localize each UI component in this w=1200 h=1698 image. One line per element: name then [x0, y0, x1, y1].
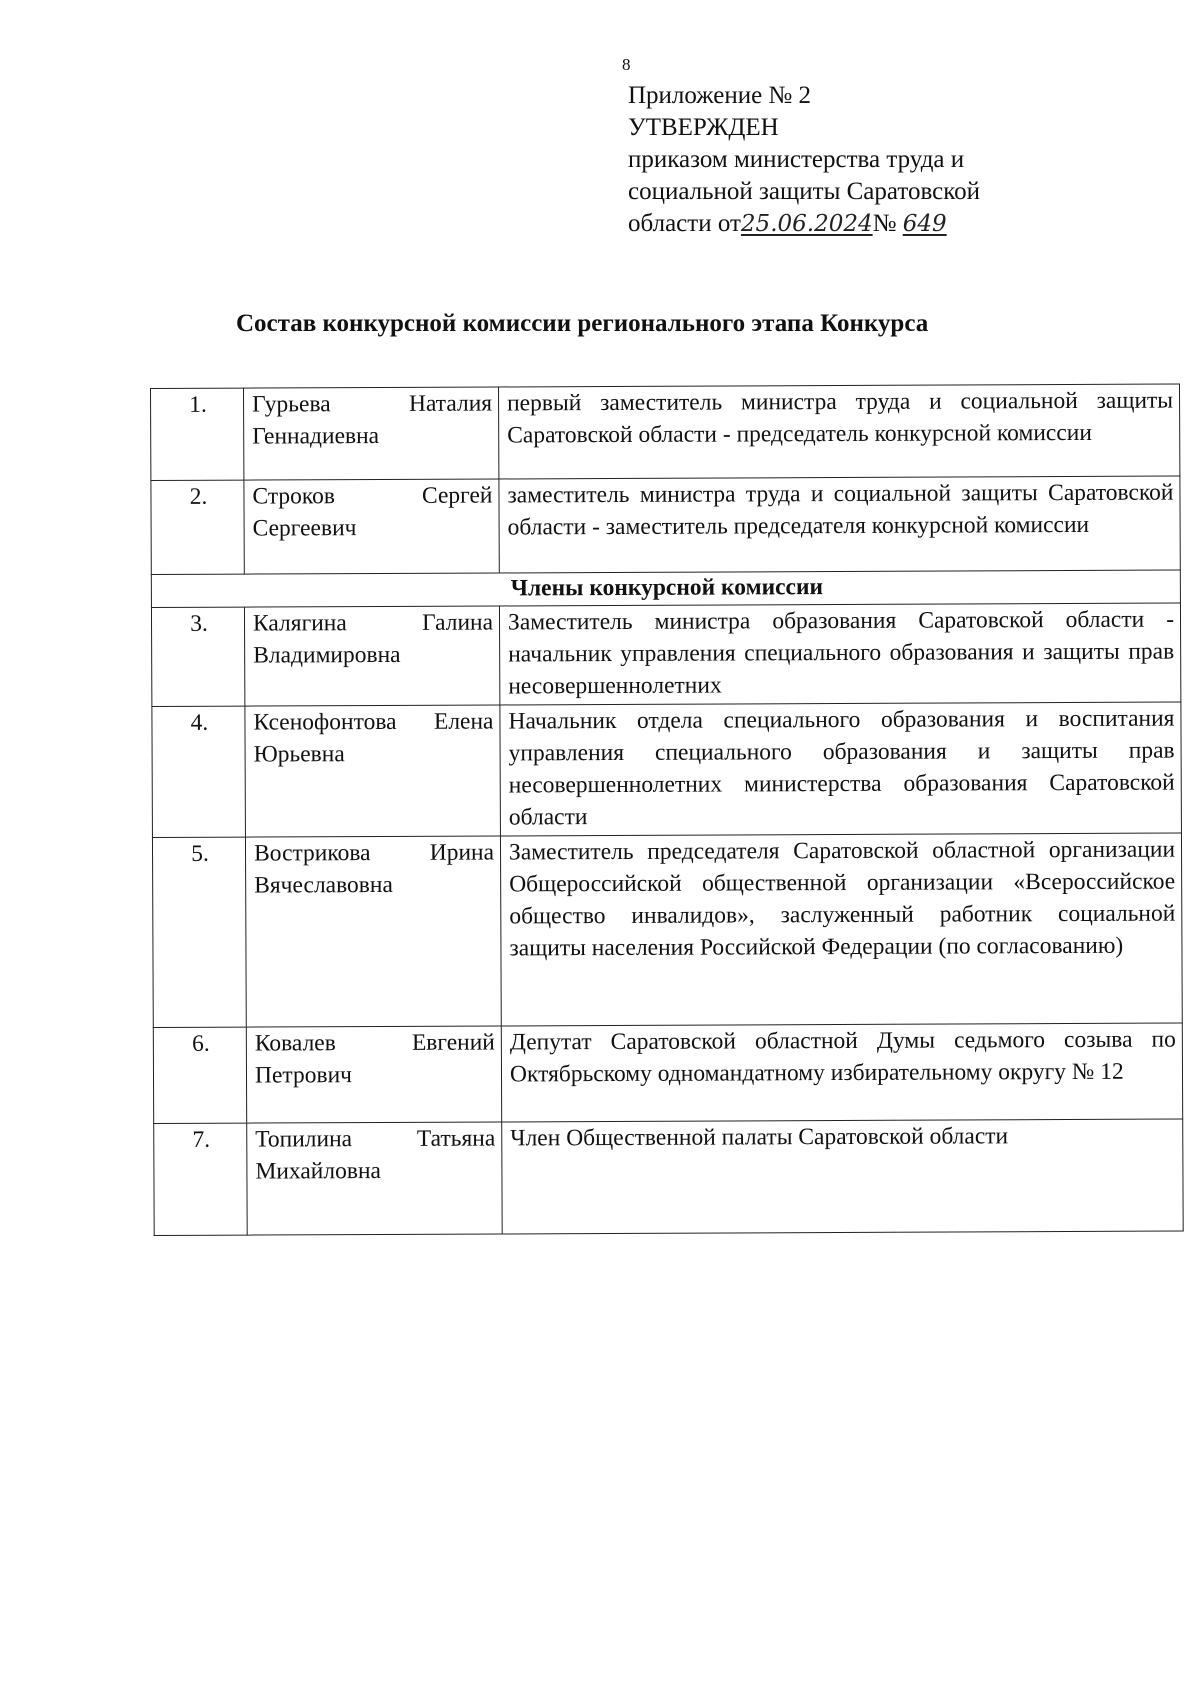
member-position: заместитель министра труда и социальной защиты Саратовской области - заместитель председателя конкурсной комиссии — [499, 476, 1180, 573]
document-title: Состав конкурсной комиссии регионального этапа Конкурса — [236, 310, 929, 337]
order-line-2: социальной защиты Саратовской — [628, 178, 980, 205]
order-number: 649 — [902, 211, 947, 237]
order-date-line — [628, 208, 980, 240]
approval-stamp — [628, 80, 980, 240]
member-name: Гурьева Наталия Геннадиевна — [244, 387, 499, 480]
row-number: 6. — [153, 1027, 246, 1123]
row-number: 2. — [151, 480, 244, 574]
table-row — [152, 702, 1182, 837]
page-number: 8 — [622, 55, 631, 74]
member-position: Начальник отдела специального образования и воспитания управления специального образования и защиты прав несовершеннолетних министерства образования Саратовской области — [500, 702, 1182, 836]
member-name: Ковалев Евгений Петрович — [246, 1026, 501, 1123]
table-row — [151, 603, 1180, 706]
order-date: 25.06.2024 — [740, 211, 873, 237]
members-header: Члены конкурсной комиссии — [151, 570, 1180, 607]
appendix-label: Приложение № 2 — [628, 82, 812, 109]
order-number-sign: № — [872, 210, 897, 237]
row-number: 4. — [152, 706, 246, 837]
commission-table — [150, 384, 1184, 1236]
table-row — [154, 1119, 1183, 1235]
member-name: Калягина Галина Владимировна — [244, 606, 499, 706]
row-number: 7. — [154, 1123, 247, 1235]
member-position: Заместитель министра образования Саратовской области - начальник управления специального образования и защиты прав несовершеннолетних — [499, 603, 1180, 705]
order-date-prefix: области от — [628, 210, 741, 237]
row-number: 5. — [152, 837, 246, 1027]
approved-label: УТВЕРЖДЕН — [628, 114, 779, 141]
member-name: Строков Сергей Сергеевич — [244, 479, 499, 574]
row-number: 3. — [151, 607, 244, 706]
table-row — [151, 384, 1180, 480]
member-name: Вострикова Ирина Вячеславовна — [245, 836, 501, 1027]
member-name: Топилина Татьяна Михайловна — [247, 1122, 502, 1235]
section-row — [151, 570, 1180, 607]
table-row — [151, 476, 1180, 574]
row-number: 1. — [151, 388, 244, 480]
member-position: Член Общественной палаты Саратовской области — [502, 1119, 1183, 1234]
table-row — [152, 833, 1182, 1027]
member-position: первый заместитель министра труда и социальной защиты Саратовской области - председатель конкурсной комиссии — [498, 384, 1179, 479]
member-position: Депутат Саратовской областной Думы седьмого созыва по Октябрьскому одномандатному избирательному округу № 12 — [501, 1023, 1182, 1122]
table-row — [153, 1023, 1182, 1123]
order-line-1: приказом министерства труда и — [628, 146, 965, 173]
member-position: Заместитель председателя Саратовской областной организации Общероссийской общественной организации «Всероссийское общество инвалидов», заслуженный работник социальной защиты населения Российской Федерации (по согласованию) — [500, 833, 1182, 1026]
member-name: Ксенофонтова Елена Юрьевна — [245, 705, 501, 837]
